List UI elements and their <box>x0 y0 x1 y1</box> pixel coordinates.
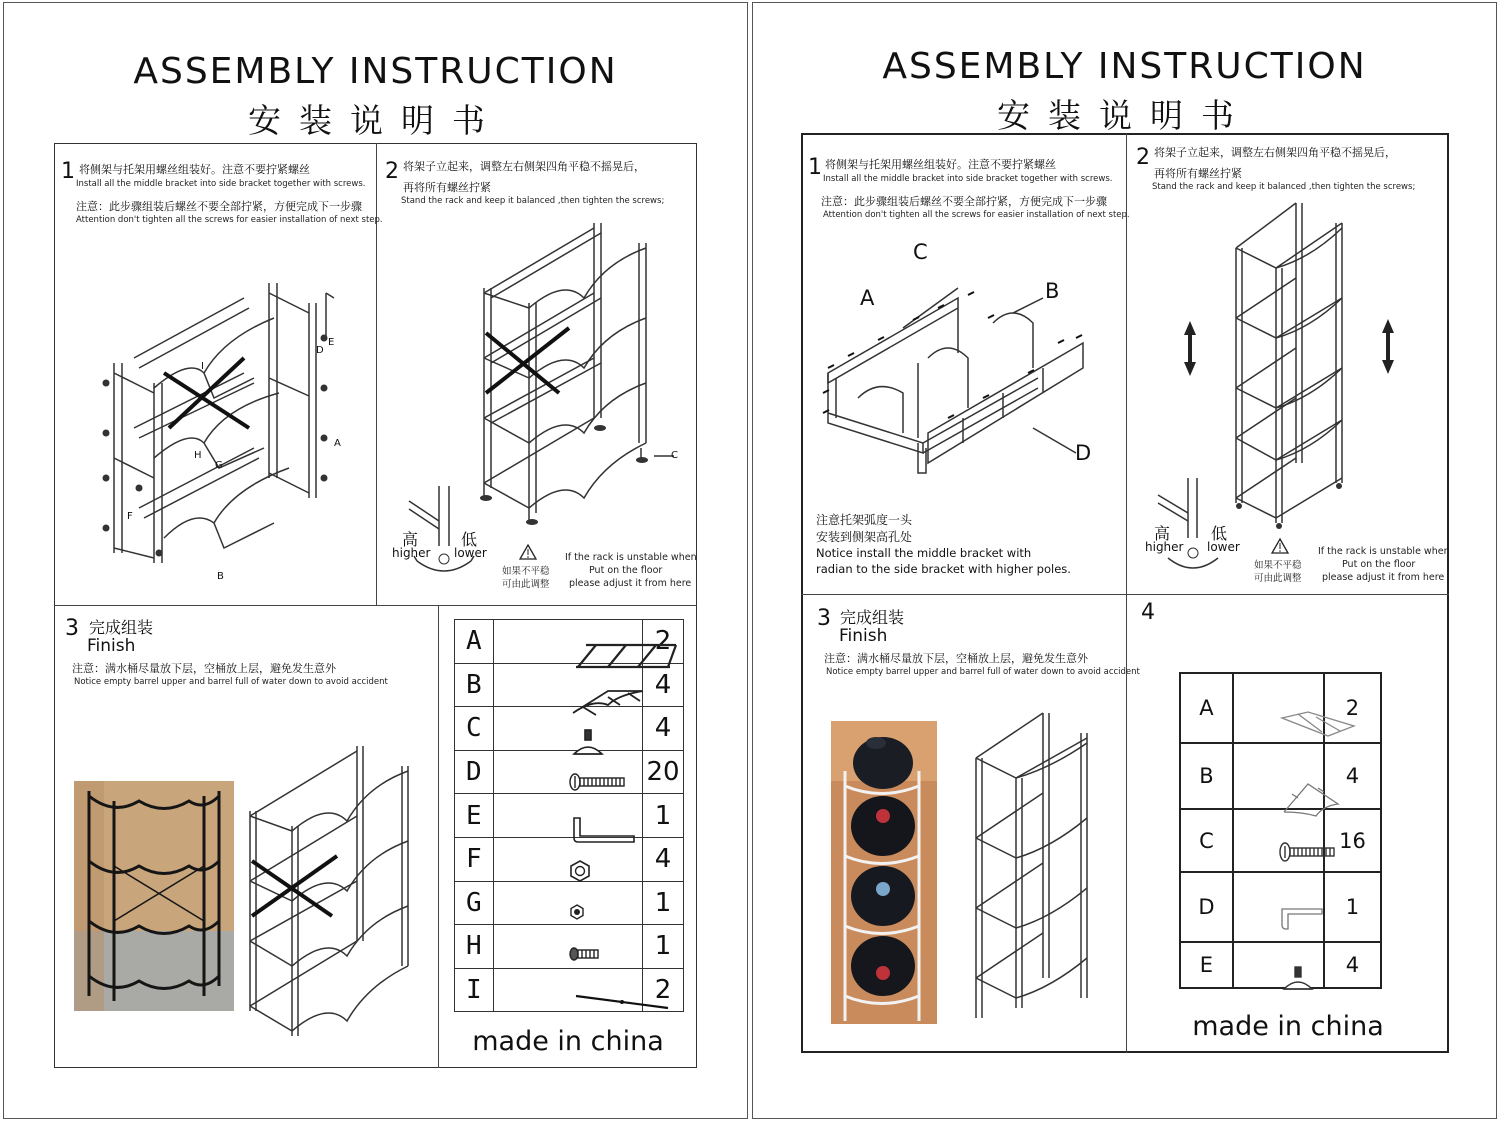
right-step3-note-cn: 注意：满水桶尽量放下层，空桶放上层，避免发生意外 <box>824 652 1088 665</box>
part-letter: C <box>1180 809 1233 872</box>
left-divider-v1 <box>376 143 377 606</box>
left-parts-row <box>455 881 684 925</box>
right-step3-number: 3 <box>817 606 831 631</box>
right-up-down-arrow-right <box>1381 319 1395 374</box>
left-step3-en: Finish <box>87 636 136 656</box>
right-warn-en2: Put on the floor <box>1342 559 1416 570</box>
part-quantity: 16 <box>1324 809 1381 872</box>
part-quantity: 4 <box>1324 942 1381 988</box>
right-step1-note-en: Attention don't tighten all the screws for easier installation of next step. <box>823 210 1130 220</box>
part-quantity: 1 <box>643 881 684 925</box>
hex-key-icon <box>1233 872 1324 942</box>
left-low-en: lower <box>454 546 487 560</box>
right-step1-label-a: A <box>860 286 875 310</box>
right-parts-row <box>1180 673 1381 743</box>
left-step2-cn2: 再将所有螺丝拧紧 <box>403 181 491 194</box>
part-letter: A <box>455 620 494 664</box>
left-made-in-label: made in china <box>472 1026 664 1057</box>
part-letter: B <box>1180 743 1233 809</box>
left-warn-en2: Put on the floor <box>589 565 663 576</box>
left-title-en: ASSEMBLY INSTRUCTION <box>133 51 618 92</box>
small-nut-icon <box>493 881 642 925</box>
right-step2-cn2: 再将所有螺丝拧紧 <box>1154 167 1242 180</box>
left-warn-cn2: 可由此调整 <box>502 579 550 590</box>
left-warn-en1: If the rack is unstable when <box>565 552 697 563</box>
part-quantity: 1 <box>1324 872 1381 942</box>
part-quantity: 2 <box>643 968 684 1012</box>
part-letter: A <box>1180 673 1233 743</box>
left-step3-note-cn: 注意：满水桶尽量放下层，空桶放上层，避免发生意外 <box>72 662 336 675</box>
left-step2-number: 2 <box>385 159 399 184</box>
left-high-en: higher <box>392 546 431 560</box>
right-warn-cn1: 如果不平稳 <box>1254 560 1302 571</box>
part-letter: B <box>455 663 494 707</box>
right-title-en: ASSEMBLY INSTRUCTION <box>882 46 1367 87</box>
right-step1-note-cn: 注意：此步骤组装后螺丝不要全部拧紧，方便完成下一步骤 <box>821 195 1107 208</box>
right-step1-notice-cn1: 注意托架弧度一头 <box>816 513 913 527</box>
left-title-cn: 安装说明书 <box>248 101 503 140</box>
left-step1-number: 1 <box>61 159 75 184</box>
left-step2-cn: 将架子立起来，调整左右侧架四角平稳不摇晃后， <box>403 160 645 173</box>
right-step3-cn: 完成组装 <box>840 608 905 627</box>
left-warn-cn1: 如果不平稳 <box>502 566 550 577</box>
right-step1-notice-cn2: 安装到侧架高孔处 <box>816 530 913 544</box>
left-step1-note-cn: 注意：此步骤组装后螺丝不要全部拧紧，方便完成下一步骤 <box>76 200 362 213</box>
part-letter: G <box>455 881 494 925</box>
right-step4-number: 4 <box>1141 600 1155 625</box>
right-low-cn: 低 <box>1211 524 1228 543</box>
left-step2-label-c: C <box>671 450 678 461</box>
right-up-down-arrow-left <box>1183 321 1197 376</box>
left-parts-row <box>455 837 684 881</box>
left-step3-number: 3 <box>65 616 79 641</box>
left-instruction-sheet <box>3 2 748 1119</box>
right-step1-label-d: D <box>1075 441 1092 465</box>
left-step1-label-a: A <box>334 438 341 449</box>
hex-key-icon <box>493 794 642 838</box>
left-parts-row <box>455 794 684 838</box>
left-warn-en3: please adjust it from here <box>569 578 692 589</box>
left-divider-v2 <box>438 605 439 1068</box>
right-parts-row <box>1180 743 1381 809</box>
right-step3-note-en: Notice empty barrel upper and barrel full of water down to avoid accident <box>826 667 1140 677</box>
part-letter: E <box>455 794 494 838</box>
part-quantity: 1 <box>643 794 684 838</box>
right-step1-label-b: B <box>1045 279 1060 303</box>
cross-rod-icon <box>493 968 642 1012</box>
part-quantity: 4 <box>1324 743 1381 809</box>
right-step1-notice-en1: Notice install the middle bracket with <box>816 546 1032 560</box>
right-step1-number: 1 <box>808 155 822 180</box>
right-parts-row <box>1180 872 1381 942</box>
right-warning-icon <box>1271 538 1289 554</box>
right-warn-en3: please adjust it from here <box>1322 572 1445 583</box>
left-high-cn: 高 <box>402 530 419 549</box>
right-title-cn: 安装说明书 <box>997 96 1252 135</box>
left-step3-cn: 完成组装 <box>89 618 154 637</box>
right-water-jug-rack-photo <box>831 721 937 1024</box>
nut-icon <box>493 837 642 881</box>
left-step1-cn: 将侧架与托架用螺丝组装好。注意不要拧紧螺丝 <box>79 163 310 176</box>
left-parts-row <box>455 968 684 1012</box>
short-screw-icon <box>493 925 642 969</box>
left-step1-label-g: G <box>215 460 223 471</box>
part-quantity: 4 <box>643 663 684 707</box>
part-quantity: 4 <box>643 707 684 751</box>
part-quantity: 2 <box>643 620 684 664</box>
right-step2-number: 2 <box>1136 145 1150 170</box>
left-step1-label-d: D <box>316 345 324 356</box>
left-step3-note-en: Notice empty barrel upper and barrel full of water down to avoid accident <box>74 677 388 687</box>
left-step1-en: Install all the middle bracket into side bracket together with screws. <box>76 179 366 189</box>
right-step2-en: Stand the rack and keep it balanced ,then tighten the screws; <box>1152 182 1416 192</box>
left-parts-row <box>455 925 684 969</box>
right-instruction-sheet <box>752 2 1497 1119</box>
right-warn-en1: If the rack is unstable when <box>1318 546 1450 557</box>
right-warn-cn2: 可由此调整 <box>1254 573 1302 584</box>
left-step1-label-b: B <box>217 571 224 582</box>
part-letter: H <box>455 925 494 969</box>
left-step1-label-h: H <box>194 450 202 461</box>
left-low-cn: 低 <box>461 530 478 549</box>
right-low-en: lower <box>1207 540 1240 554</box>
left-step3-finished-rack-drawing <box>242 741 427 1041</box>
foot-pad-icon <box>1233 942 1324 988</box>
right-step3-en: Finish <box>839 626 888 646</box>
left-step1-label-i: I <box>201 361 204 372</box>
right-high-en: higher <box>1145 540 1184 554</box>
left-finished-rack-photo <box>74 781 234 1011</box>
left-parts-row <box>455 620 684 664</box>
right-parts-row <box>1180 942 1381 988</box>
right-step2-cn: 将架子立起来，调整左右侧架四角平稳不摇晃后， <box>1154 146 1396 159</box>
left-step1-exploded-rack-drawing <box>94 278 364 588</box>
left-step2-standing-rack-drawing <box>474 218 684 528</box>
right-step1-en: Install all the middle bracket into side bracket together with screws. <box>823 174 1113 184</box>
part-quantity: 4 <box>643 837 684 881</box>
ladder-bracket-icon <box>1233 673 1324 743</box>
left-step1-note-en: Attention don't tighten all the screws for easier installation of next step. <box>76 215 383 225</box>
ladder-bracket-icon <box>493 620 642 664</box>
part-letter: C <box>455 707 494 751</box>
left-warning-icon <box>519 544 537 560</box>
left-step1-label-e: E <box>328 337 335 348</box>
right-step1-cn: 将侧架与托架用螺丝组装好。注意不要拧紧螺丝 <box>825 158 1056 171</box>
left-step1-label-f: F <box>127 511 133 522</box>
left-divider-h <box>54 605 697 606</box>
right-parts-table <box>1179 672 1382 989</box>
right-divider-h <box>801 594 1449 595</box>
right-divider-v1 <box>1126 133 1127 1053</box>
part-letter: F <box>455 837 494 881</box>
part-quantity: 20 <box>643 750 684 794</box>
left-step2-en: Stand the rack and keep it balanced ,then tighten the screws; <box>401 196 665 206</box>
part-letter: E <box>1180 942 1233 988</box>
part-letter: I <box>455 968 494 1012</box>
part-quantity: 2 <box>1324 673 1381 743</box>
right-step1-notice-en2: radian to the side bracket with higher poles. <box>816 562 1071 576</box>
part-letter: D <box>455 750 494 794</box>
right-step3-tall-rack-drawing <box>971 708 1096 1023</box>
wave-bracket-icon <box>1233 743 1324 809</box>
right-step2-tall-rack-drawing <box>1231 198 1356 533</box>
part-letter: D <box>1180 872 1233 942</box>
right-high-cn: 高 <box>1154 524 1171 543</box>
part-quantity: 1 <box>643 925 684 969</box>
right-step1-label-c: C <box>913 240 928 264</box>
left-parts-table <box>454 619 684 1012</box>
right-made-in-label: made in china <box>1192 1011 1384 1042</box>
